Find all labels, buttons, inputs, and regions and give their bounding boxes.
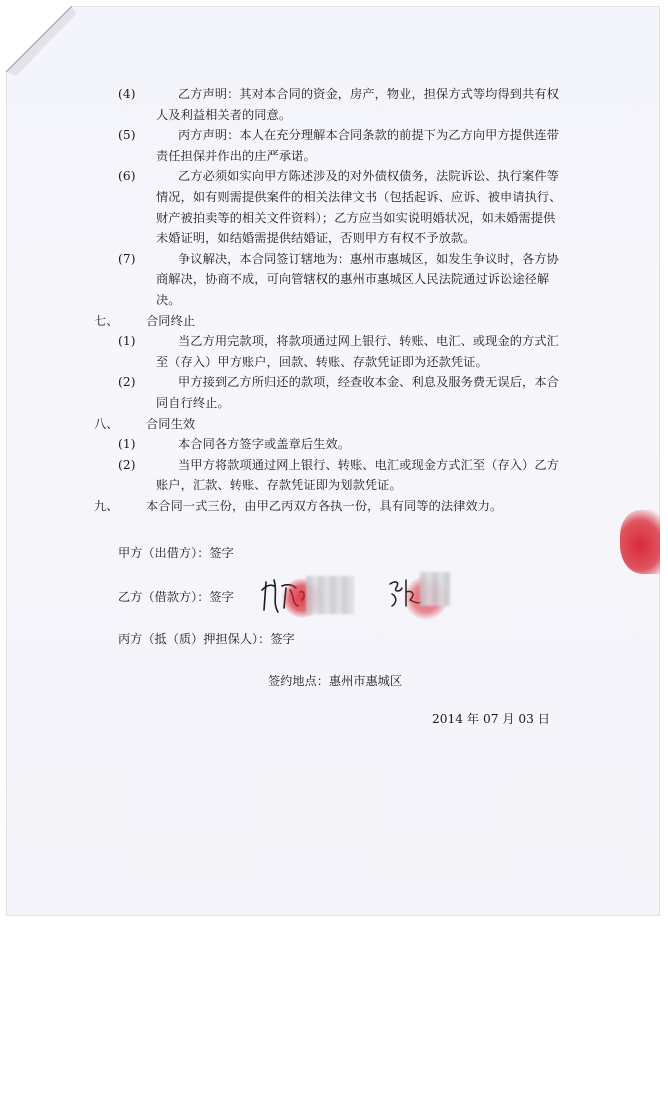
clause-text: 乙方必须如实向甲方陈述涉及的对外债权债务，法院诉讼、执行案件等情况，如有则需提供案件的相关法律文书（包括起诉、应诉、被申请执行、财产被拍卖等的相关文件资料）；乙方应当如实说明婚状况，如未婚需提供未婚证明，如结婚需提供结婚证，否则甲方有权不予放款。: [156, 169, 562, 246]
item-number: (2): [118, 375, 136, 390]
redacted-name-1: [306, 576, 354, 614]
section-7-heading: [86, 311, 566, 332]
clause-number: (6): [118, 169, 136, 184]
party-b-signature-line: 乙方（借款方）：签字: [118, 590, 234, 604]
signing-date: 2014 年 07 月 03 日: [432, 712, 550, 726]
scanned-document-page: [6, 6, 660, 916]
section-title: 合同生效: [146, 416, 196, 431]
section-7-item-1: [86, 331, 566, 372]
signing-place: 签约地点：惠州市惠城区: [268, 674, 403, 688]
clause-number: (5): [118, 128, 136, 143]
section-9: [86, 496, 566, 517]
contract-body: [86, 84, 566, 516]
clause-text: 争议解决，本合同签订辖地为：惠州市惠城区，如发生争议时，各方协商解决，协商不成，可向管辖权的惠州市惠城区人民法院通过诉讼途径解决。: [156, 251, 559, 307]
clause-number: (7): [118, 251, 136, 266]
item-number: (1): [118, 437, 136, 452]
section-text: 本合同一式三份，由甲乙丙双方各执一份，具有同等的法律效力。: [146, 498, 503, 513]
clause-7: [86, 249, 566, 311]
clause-text: 乙方声明：其对本合同的资金，房产，物业，担保方式等均得到共有权人及利益相关者的同意。: [156, 87, 559, 122]
party-a-signature-line: 甲方（出借方）：签字: [118, 546, 234, 560]
section-number: 九、: [94, 498, 119, 513]
clause-text: 丙方声明：本人在充分理解本合同条款的前提下为乙方向甲方提供连带责任担保并作出的庄严承诺。: [156, 128, 559, 163]
redacted-name-2: [420, 572, 450, 606]
red-seal-edge-fragment: [620, 510, 660, 574]
section-title: 合同终止: [146, 313, 196, 328]
item-text: 当乙方用完款项，将款项通过网上银行、转账、电汇、或现金的方式汇至（存入）甲方账户，回款、转账、存款凭证即为还款凭证。: [156, 334, 559, 369]
clause-5: [86, 125, 566, 166]
section-8-item-1: [86, 434, 566, 455]
clause-6: [86, 166, 566, 248]
folded-corner: [6, 6, 76, 76]
section-number: 八、: [94, 416, 119, 431]
section-8-heading: [86, 414, 566, 435]
party-c-signature-line: 丙方（抵（质）押担保人）：签字: [118, 632, 295, 646]
section-8-item-2: [86, 455, 566, 496]
clause-4: [86, 84, 566, 125]
item-number: (1): [118, 334, 136, 349]
item-text: 甲方接到乙方所归还的款项，经查收本金、利息及服务费无误后，本合同自行终止。: [156, 375, 559, 410]
section-7-item-2: [86, 372, 566, 413]
item-number: (2): [118, 457, 136, 472]
section-number: 七、: [94, 313, 119, 328]
clause-number: (4): [118, 87, 136, 101]
item-text: 本合同各方签字或盖章后生效。: [178, 437, 351, 452]
item-text: 当甲方将款项通过网上银行、转账、电汇或现金方式汇至（存入）乙方账户，汇款、转账、存款凭证即为划款凭证。: [156, 457, 559, 493]
